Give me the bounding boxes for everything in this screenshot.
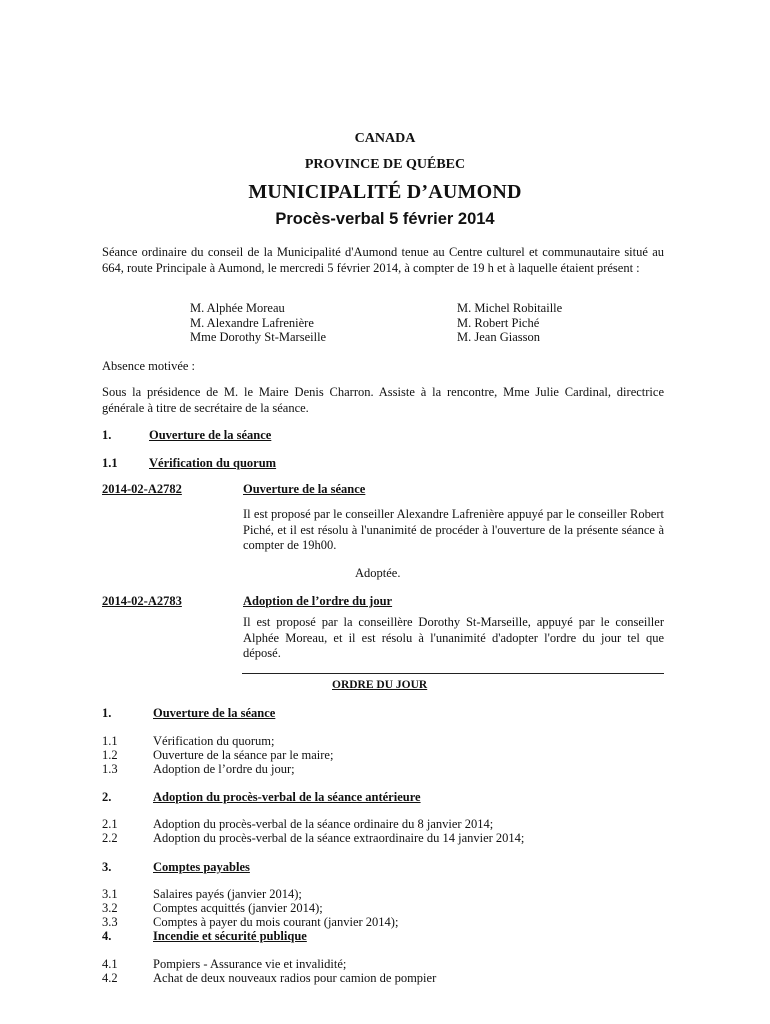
resolution-number: 2014-02-A2783 bbox=[102, 594, 182, 608]
agenda-item-number: 1.2 bbox=[102, 748, 118, 762]
document-title: Procès-verbal 5 février 2014 bbox=[275, 210, 495, 228]
agenda-title: ORDRE DU JOUR bbox=[332, 679, 428, 691]
intro-paragraph: Séance ordinaire du conseil de la Municipalité d'Aumond tenue au Centre culturel et communautaire situé au 664, route Principale à Aumond, le mercredi 5 février 2014, à compter de 19 h et à laquelle étaient présent : bbox=[102, 245, 664, 275]
agenda-section-number: 2. bbox=[102, 790, 112, 804]
agenda-section-number: 4. bbox=[102, 929, 112, 943]
agenda-item-text: Adoption de l’ordre du jour; bbox=[153, 762, 295, 776]
agenda-item-number: 3.2 bbox=[102, 901, 118, 915]
agenda-item-number: 3.3 bbox=[102, 915, 118, 929]
section-number: 1. bbox=[102, 428, 112, 442]
agenda-item-text: Vérification du quorum; bbox=[153, 734, 275, 748]
agenda-section-title: Ouverture de la séance bbox=[153, 706, 276, 720]
agenda-item-number: 3.1 bbox=[102, 887, 118, 901]
resolution-adopted: Adoptée. bbox=[355, 566, 401, 580]
present-member: M. Robert Piché bbox=[457, 315, 540, 330]
agenda-item-text: Salaires payés (janvier 2014); bbox=[153, 887, 302, 901]
agenda-item-text: Pompiers - Assurance vie et invalidité; bbox=[153, 957, 347, 971]
agenda-item-number: 2.2 bbox=[102, 831, 118, 845]
present-member: M. Alexandre Lafrenière bbox=[190, 315, 314, 330]
agenda-section-number: 1. bbox=[102, 706, 112, 720]
agenda-section-title: Comptes payables bbox=[153, 860, 250, 874]
agenda-item-text: Ouverture de la séance par le maire; bbox=[153, 748, 334, 762]
present-member: M. Michel Robitaille bbox=[457, 301, 563, 315]
section-title: Ouverture de la séance bbox=[149, 428, 272, 442]
absence-line: Absence motivée : bbox=[102, 359, 196, 373]
agenda-item-number: 1.3 bbox=[102, 762, 118, 776]
present-member: Mme Dorothy St-Marseille bbox=[190, 330, 327, 344]
subsection-number: 1.1 bbox=[102, 456, 118, 470]
agenda-section-title: Incendie et sécurité publique bbox=[153, 929, 307, 943]
country-heading: CANADA bbox=[354, 131, 416, 146]
agenda-item-text: Adoption du procès-verbal de la séance extraordinaire du 14 janvier 2014; bbox=[153, 831, 525, 845]
present-list-right bbox=[457, 301, 562, 345]
agenda-item-text: Comptes acquittés (janvier 2014); bbox=[153, 901, 323, 915]
agenda-item-number: 1.1 bbox=[102, 734, 118, 748]
agenda-section-number: 3. bbox=[102, 860, 112, 874]
present-member: M. Jean Giasson bbox=[457, 330, 540, 344]
agenda-item-text: Adoption du procès-verbal de la séance ordinaire du 8 janvier 2014; bbox=[153, 817, 494, 831]
present-member: M. Alphée Moreau bbox=[190, 301, 285, 315]
resolution-title: Ouverture de la séance bbox=[243, 482, 366, 496]
resolution-number: 2014-02-A2782 bbox=[102, 482, 182, 496]
subsection-title: Vérification du quorum bbox=[149, 456, 277, 470]
municipality-heading: MUNICIPALITÉ D’AUMOND bbox=[248, 181, 522, 203]
divider-line bbox=[242, 673, 664, 674]
province-heading: PROVINCE DE QUÉBEC bbox=[304, 157, 466, 172]
agenda-item-number: 2.1 bbox=[102, 817, 118, 831]
agenda-item-text: Comptes à payer du mois courant (janvier 2014); bbox=[153, 915, 399, 929]
agenda-section-title: Adoption du procès-verbal de la séance antérieure bbox=[153, 790, 421, 804]
present-list-left bbox=[190, 301, 326, 345]
resolution-body: Il est proposé par la conseillère Dorothy St-Marseille, appuyé par le conseiller Alphée Moreau, et il est résolu à l'unanimité d'adopter l'ordre du jour tel que déposé. bbox=[243, 615, 664, 660]
resolution-title: Adoption de l’ordre du jour bbox=[243, 594, 393, 608]
resolution-body: Il est proposé par le conseiller Alexandre Lafrenière appuyé par le conseiller Robert Piché, et il est résolu à l'unanimité de procéder à l'ouverture de la présente séance à compter de 19h00. bbox=[243, 507, 664, 552]
presidence-paragraph: Sous la présidence de M. le Maire Denis Charron. Assiste à la rencontre, Mme Julie Cardinal, directrice générale à titre de secrétaire de la séance. bbox=[102, 385, 664, 415]
agenda-item-number: 4.2 bbox=[102, 971, 118, 985]
agenda-item-number: 4.1 bbox=[102, 957, 118, 971]
agenda-item-text: Achat de deux nouveaux radios pour camion de pompier bbox=[153, 971, 437, 985]
